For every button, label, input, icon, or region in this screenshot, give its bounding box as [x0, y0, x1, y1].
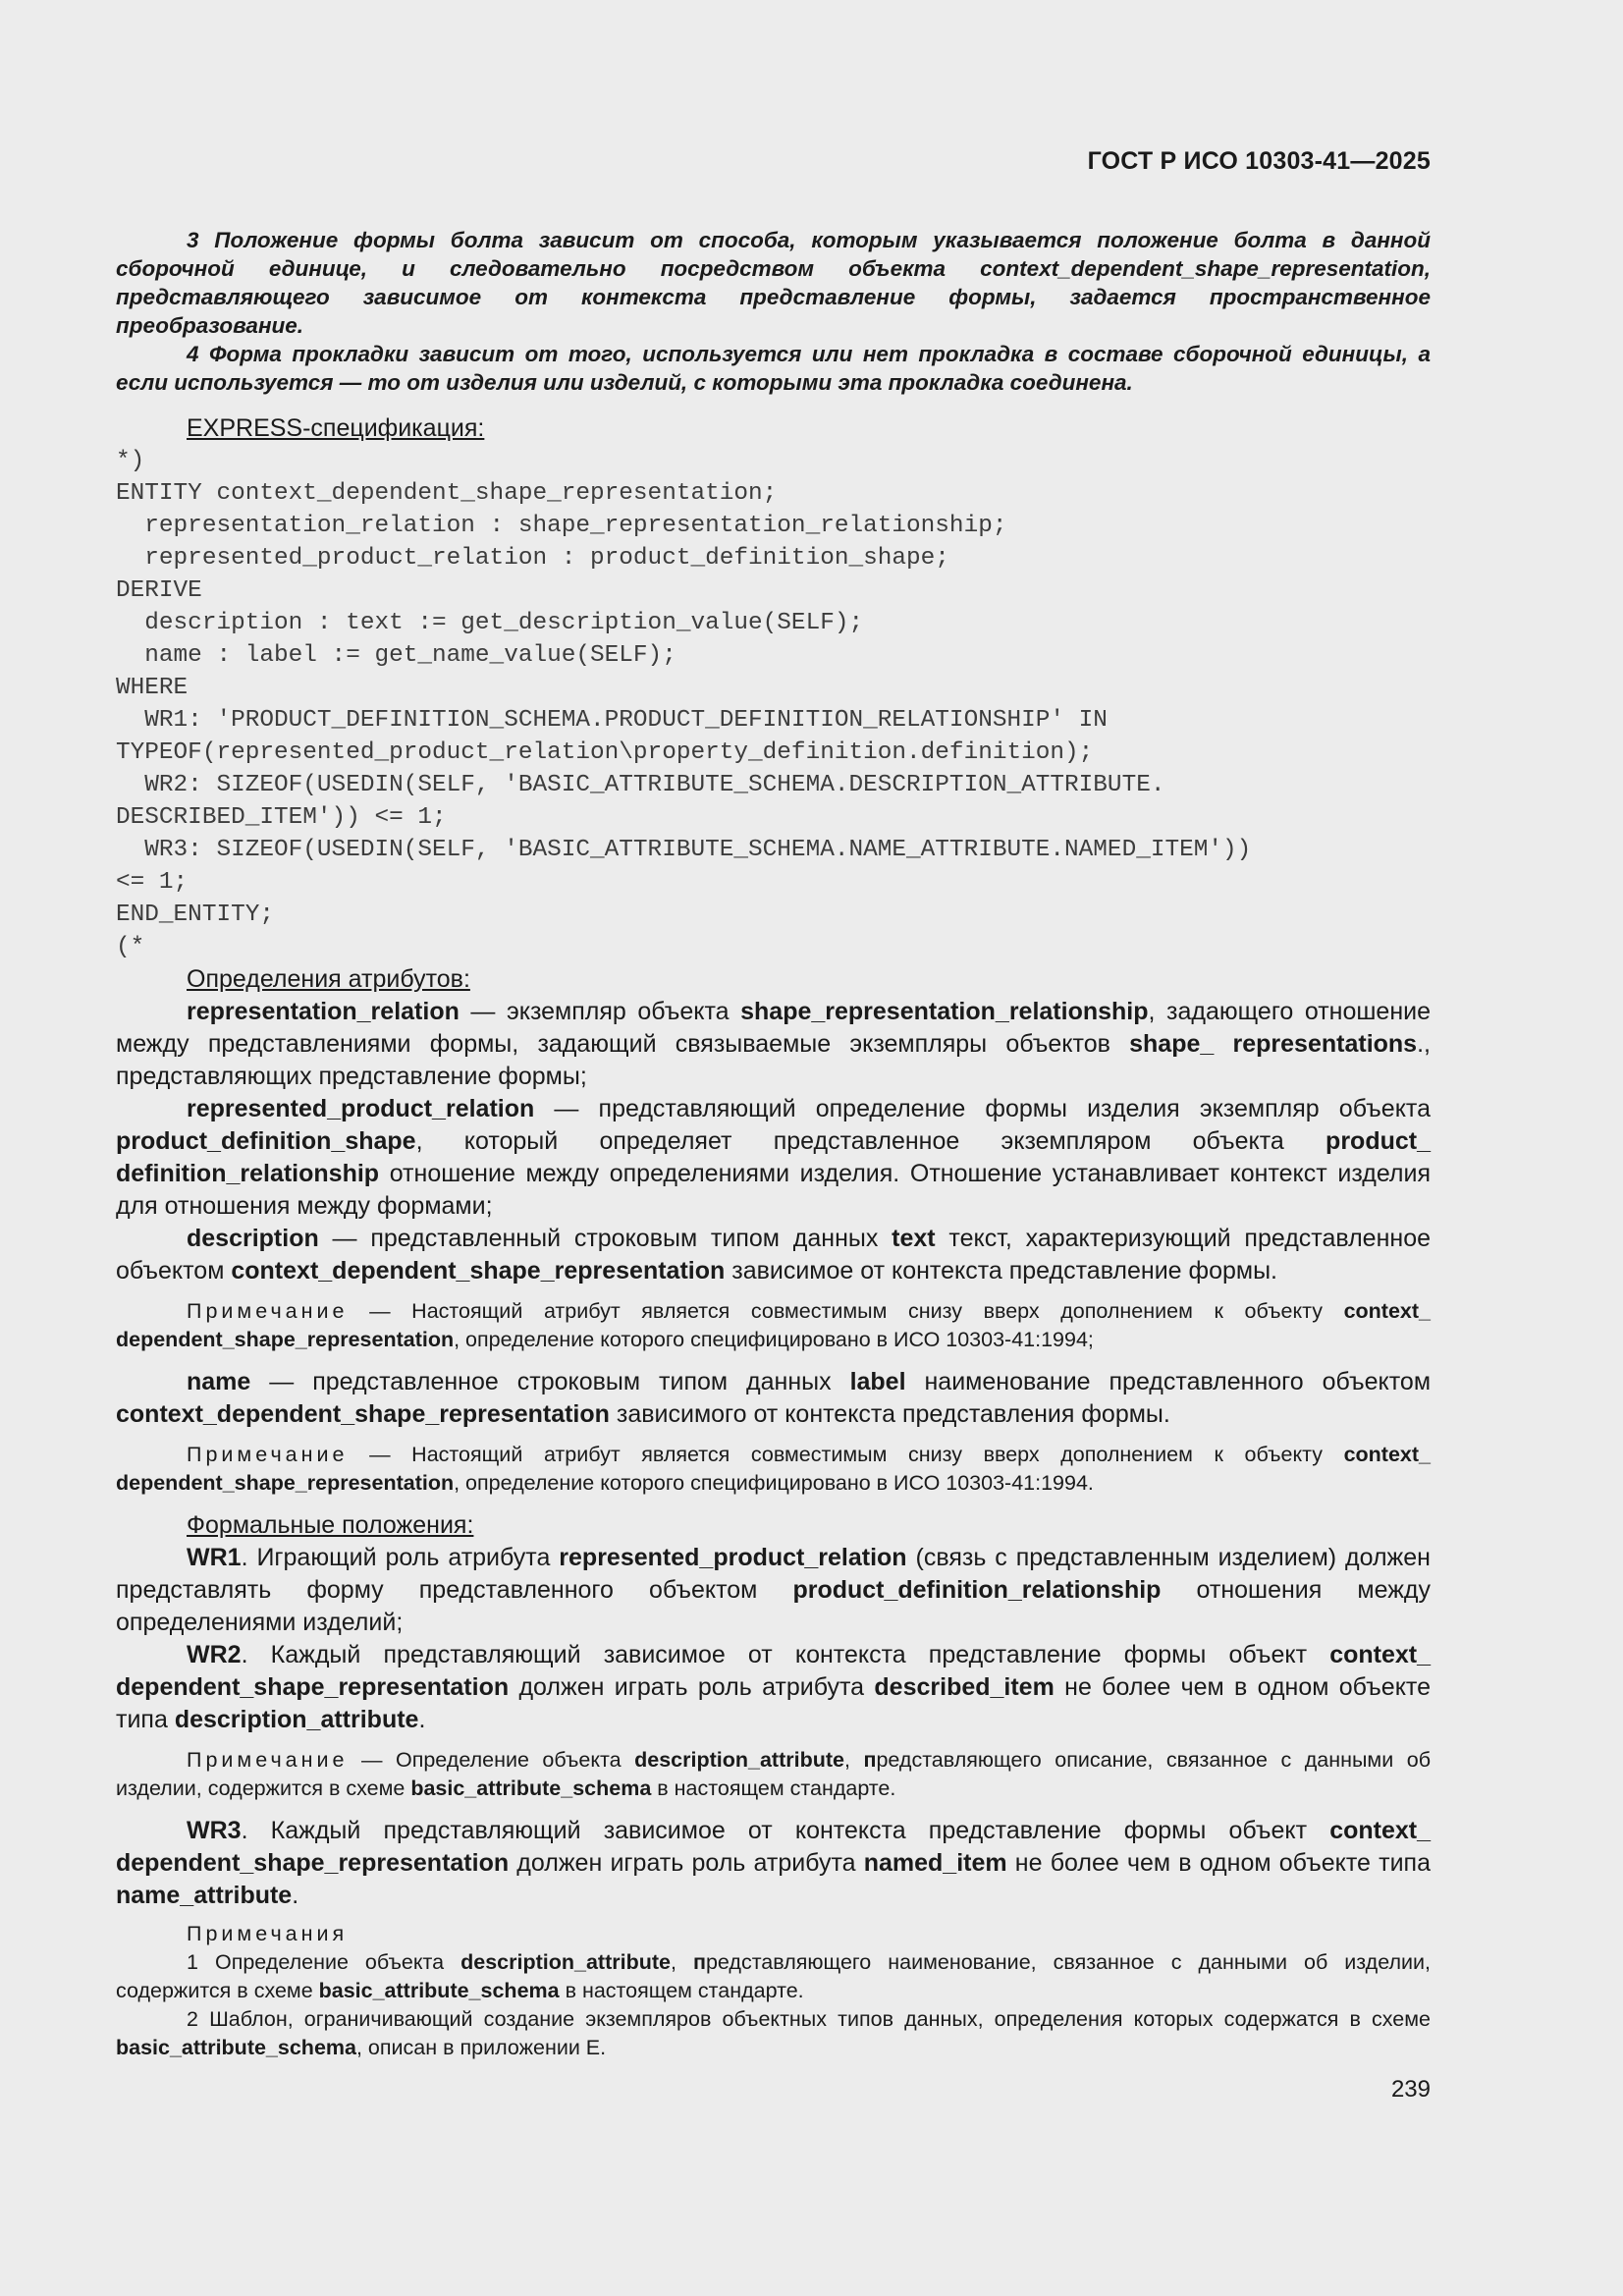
notes-label: Примечания: [187, 1922, 349, 1945]
rule-wr2: [116, 1639, 1431, 1736]
note-final-2: [116, 2005, 1431, 2062]
term: basic_attribute_schema: [318, 1979, 560, 2002]
text: не более чем в одном объекте типа: [1006, 1849, 1431, 1877]
term: label: [849, 1368, 906, 1395]
rule-label: WR1: [187, 1544, 242, 1571]
term: name: [187, 1368, 251, 1395]
term: name_attribute: [116, 1882, 293, 1909]
term: context_ dependent_shape_representation: [116, 1641, 1431, 1701]
term: п: [863, 1748, 877, 1772]
note-label: Примечание: [187, 1299, 349, 1323]
text: — представленное строковым типом данных: [250, 1368, 850, 1395]
note-label: Примечание: [187, 1443, 349, 1466]
term: representation_relation: [187, 998, 460, 1025]
text: 2 Шаблон, ограничивающий создание экземпляров объектных типов данных, определения которых содержатся в схеме: [187, 2007, 1431, 2031]
text: ,: [670, 1950, 693, 1974]
term: shape_representation_relationship: [740, 998, 1149, 1025]
note-name: [116, 1441, 1431, 1498]
formal-heading: Формальные положения:: [187, 1511, 474, 1539]
note-label: Примечание: [187, 1748, 349, 1772]
text: ., представляющих представление формы;: [116, 1030, 1431, 1090]
text: ,: [843, 1748, 864, 1772]
term: product_ definition_relationship: [116, 1127, 1431, 1187]
term: described_item: [874, 1673, 1055, 1701]
page-content: [116, 226, 1431, 2062]
text: , который определяет представленное экземпляром объекта: [415, 1127, 1326, 1155]
text: не более чем в одном объекте типа: [116, 1673, 1431, 1733]
text: .: [292, 1882, 299, 1909]
text: , задающего отношение между представлениями формы, задающий связываемые экземпляры объектов: [116, 998, 1431, 1058]
text: , определение которого специфицировано в ИСО 10303-41:1994;: [454, 1328, 1094, 1351]
text: , описан в приложении Е.: [355, 2036, 607, 2059]
note-final-1: [116, 1948, 1431, 2005]
text: . Каждый представляющий зависимое от контекста представление формы объект: [241, 1817, 1330, 1844]
text: текст, характеризующий представленное объектом: [116, 1225, 1431, 1285]
note-wr2: [116, 1746, 1431, 1803]
text: редставляющего описание, связанное с данными об изделии, содержится в схеме: [116, 1748, 1432, 1800]
term: description_attribute: [460, 1950, 671, 1974]
text: 1 Определение объекта: [187, 1950, 461, 1974]
term: context_dependent_shape_representation: [116, 1400, 610, 1428]
attr-represented-product-relation: [116, 1093, 1431, 1223]
text: — представленный строковым типом данных: [318, 1225, 893, 1252]
text: , определение которого специфицировано в ИСО 10303-41:1994.: [454, 1471, 1094, 1495]
text: — Настоящий атрибут является совместимым снизу вверх дополнением к объекту: [348, 1299, 1344, 1323]
note-description: [116, 1297, 1431, 1354]
attr-description: [116, 1223, 1431, 1287]
term: п: [692, 1950, 706, 1974]
page-number: 239: [1390, 2076, 1431, 2103]
rule-wr3: [116, 1815, 1431, 1912]
term: named_item: [863, 1849, 1007, 1877]
text: наименование представленного объектом: [905, 1368, 1432, 1395]
express-heading: EXPRESS-спецификация:: [187, 414, 485, 442]
attr-representation-relation: [116, 996, 1431, 1093]
term: context_ dependent_shape_representation: [116, 1443, 1431, 1495]
term: basic_attribute_schema: [410, 1777, 652, 1800]
term: context_ dependent_shape_representation: [116, 1299, 1431, 1351]
term: represented_product_relation: [559, 1544, 907, 1571]
text: (связь с представленным изделием) должен представлять форму представленного объектом: [116, 1544, 1431, 1604]
express-code: *) ENTITY context_dependent_shape_representation; representation_relation : shape_representation_relationship; represented_product_relation : product_definition_shape; DERIVE description : text := get_description_value(SELF); name : label := get_name_value(SELF); WHERE WR1: 'PRODUCT_DEFINITION_SCHEMA.PRODUCT_DEFINITION_RELATIONSHIP' IN TYPEOF(represented_product_relation\property_definition.definition); WR2: SIZEOF(USEDIN(SELF, 'BASIC_ATTRIBUTE_SCHEMA.DESCRIPTION_ATTRIBUTE. DESCRIBED_ITEM')) <= 1; WR3: SIZEOF(USEDIN(SELF, 'BASIC_ATTRIBUTE_SCHEMA.NAME_ATTRIBUTE.NAMED_ITEM')) <= 1; END_ENTITY; (*: [116, 448, 1252, 960]
text: . Каждый представляющий зависимое от контекста представление формы объект: [241, 1641, 1330, 1668]
text: .: [418, 1706, 426, 1733]
attributes-heading: Определения атрибутов:: [187, 965, 470, 993]
term: context_dependent_shape_representation: [231, 1257, 726, 1285]
term: product_definition_relationship: [792, 1576, 1162, 1604]
term: context_ dependent_shape_representation: [116, 1817, 1431, 1877]
text: должен играть роль атрибута: [509, 1673, 875, 1701]
term: shape_ representations: [1129, 1030, 1418, 1058]
term: text: [892, 1225, 936, 1252]
term: basic_attribute_schema: [116, 2036, 356, 2059]
text: должен играть роль атрибута: [509, 1849, 864, 1877]
term: product_definition_shape: [116, 1127, 416, 1155]
rule-label: WR2: [187, 1641, 242, 1668]
text: в настоящем стандарте.: [559, 1979, 804, 2002]
text: отношения между определениями изделий;: [116, 1576, 1431, 1636]
attr-name: [116, 1366, 1431, 1431]
text: — представляющий определение формы изделия экземпляр объекта: [534, 1095, 1431, 1122]
text: редставляющего наименование, связанное с данными об изделии, содержится в схеме: [116, 1950, 1432, 2002]
text: . Играющий роль атрибута: [241, 1544, 560, 1571]
text: зависимого от контекста представления формы.: [609, 1400, 1170, 1428]
note-4: 4 Форма прокладки зависит от того, используется или нет прокладка в составе сборочной единицы, а если используется — то от изделия или изделий, с которыми эта прокладка соединена.: [116, 342, 1431, 395]
term: description: [187, 1225, 319, 1252]
text: — экземпляр объекта: [459, 998, 741, 1025]
text: — Настоящий атрибут является совместимым снизу вверх дополнением к объекту: [348, 1443, 1344, 1466]
rule-label: WR3: [187, 1817, 242, 1844]
text: — Определение объекта: [348, 1748, 635, 1772]
text: отношение между определениями изделия. Отношение устанавливает контекст изделия для отношения между формами;: [116, 1160, 1431, 1220]
term: description_attribute: [634, 1748, 844, 1772]
term: represented_product_relation: [187, 1095, 535, 1122]
document-header: ГОСТ Р ИСО 10303-41—2025: [1087, 147, 1431, 175]
term: description_attribute: [174, 1706, 419, 1733]
text: в настоящем стандарте.: [651, 1777, 896, 1800]
text: зависимое от контекста представление формы.: [725, 1257, 1277, 1285]
rule-wr1: [116, 1542, 1431, 1639]
note-3: 3 Положение формы болта зависит от способа, которым указывается положение болта в данной сборочной единице, и следовательно посредством объекта context_dependent_shape_representation, представляющего зависимое от контекста представление формы, задается пространственное преобразование.: [116, 228, 1431, 338]
